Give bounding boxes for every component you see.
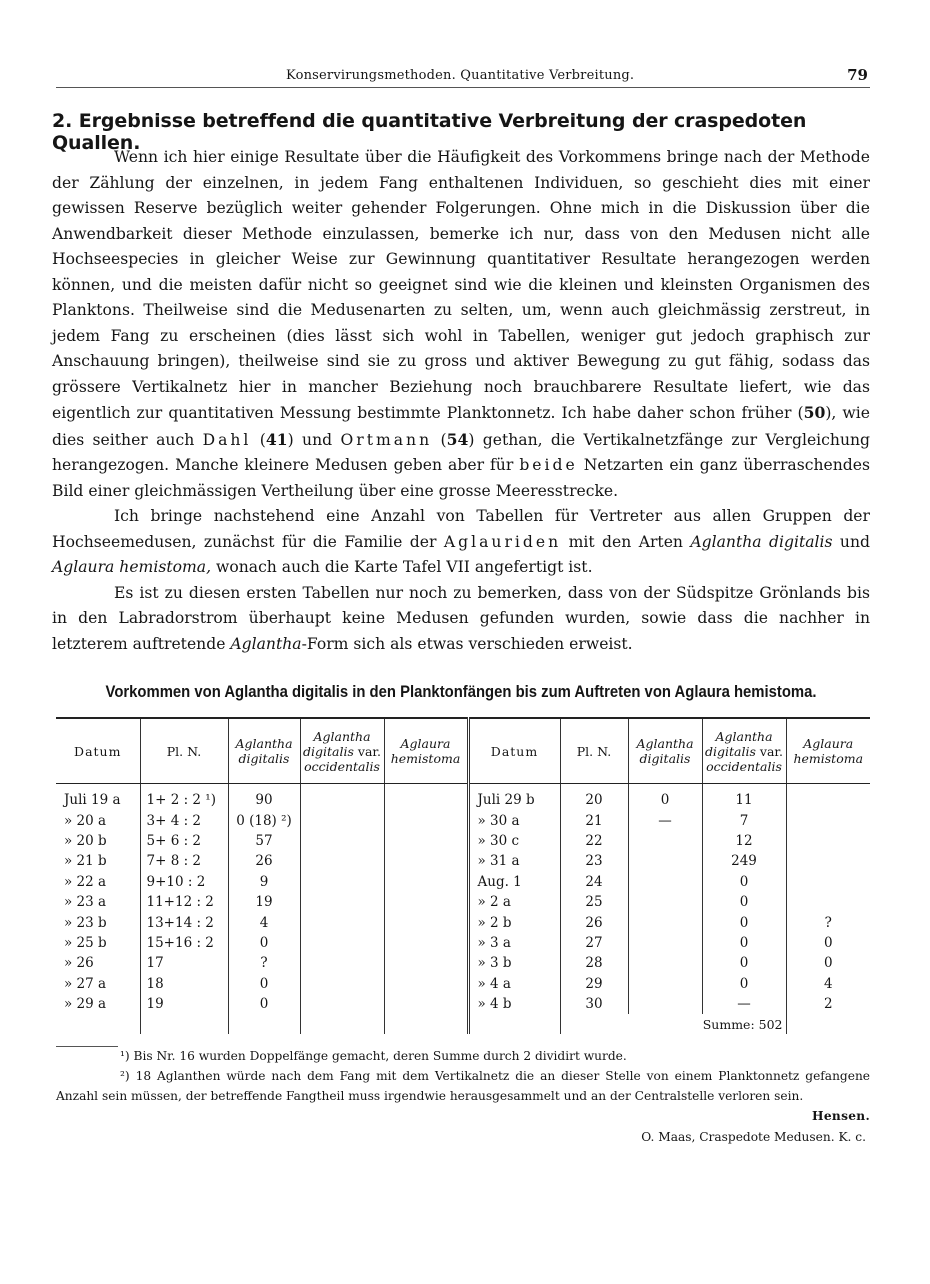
footnote-signature: Hensen. — [812, 1109, 870, 1123]
cell-aglaura — [384, 872, 468, 892]
empty-cell — [560, 1014, 628, 1034]
cell-aglaura — [384, 892, 468, 912]
cell-pln: 28 — [560, 953, 628, 973]
reference: 54 — [446, 429, 469, 449]
cell-pln: 11+12 : 2 — [140, 892, 228, 912]
cell-aglantha: 0 — [228, 974, 300, 994]
cell-pln: 9+10 : 2 — [140, 872, 228, 892]
table-row — [56, 994, 870, 1014]
col-header-aglantha: Aglantha digitalis — [228, 718, 300, 784]
col-header-aglaura: Aglaura hemistoma — [786, 718, 870, 784]
footnote-2: ²) 18 Aglanthen würde nach dem Fang mit dem Vertikalnetz die an dieser Stelle von einem Planktonnetz gefangene Anzahl sein müssen, der betreffende Fangtheil muss irgendwie herausgesammelt und an der Centralstelle verloren sein. — [56, 1069, 870, 1103]
col-header-pln: Pl. N. — [560, 718, 628, 784]
cell-aglaura — [384, 974, 468, 994]
cell-var-occidentalis — [300, 810, 384, 830]
cell-aglaura — [786, 872, 870, 892]
cell-aglantha: 0 — [628, 784, 702, 811]
cell-pln: 1+ 2 : 2 ¹) — [140, 784, 228, 811]
cell-datum: » 2 b — [468, 912, 560, 932]
cell-var-occidentalis — [300, 892, 384, 912]
cell-var-occidentalis — [300, 974, 384, 994]
paragraph-3: Es ist zu diesen ersten Tabellen nur noch zu bemerken, dass von der Südspitze Grönlands bis in den Labradorstrom überhaupt keine Medusen gefunden wurden, sowie dass die nachher in letzterem auftretende Aglantha-Form sich als etwas verschieden erweist. — [52, 583, 870, 653]
cell-datum: » 27 a — [64, 975, 107, 992]
table-body — [56, 784, 870, 1035]
cell-pln: 22 — [560, 831, 628, 851]
cell-datum: » 2 a — [468, 892, 560, 912]
species-name: Aglaura hemistoma, — [52, 558, 212, 576]
cell-pln: 25 — [560, 892, 628, 912]
cell-datum: » 3 b — [468, 953, 560, 973]
paragraph-2: Ich bringe nachstehend eine Anzahl von Tabellen für Vertreter aus allen Gruppen der Hochseemedusen, zunächst für die Familie der Aglauriden mit den Arten Aglantha digitalis und Aglaura hemistoma, wonach auch die Karte Tafel VII angefertigt ist. — [52, 507, 870, 576]
cell-datum: » 21 b — [64, 853, 107, 870]
running-title: Konservirungsmethoden. Quantitative Verbreitung. — [286, 68, 635, 83]
summe-label: Summe: 502 — [702, 1016, 783, 1032]
running-header — [52, 66, 870, 88]
page-number: 79 — [847, 66, 868, 84]
cell-var-occidentalis: 0 — [702, 892, 786, 912]
col-header-var-occidentalis: Aglantha digitalis var. occidentalis — [300, 718, 384, 784]
cell-aglantha — [628, 974, 702, 994]
cell-aglantha — [628, 851, 702, 871]
col-header-aglantha: Aglantha digitalis — [628, 718, 702, 784]
cell-var-occidentalis: 7 — [702, 810, 786, 830]
cell-datum: Juli 29 b — [468, 784, 560, 811]
cell-datum: » 25 b — [64, 934, 107, 951]
cell-aglantha: 4 — [228, 912, 300, 932]
cell-aglaura — [384, 784, 468, 811]
paragraph-1: Wenn ich hier einige Resultate über die Häufigkeit des Vorkommens bringe nach der Methode der Zählung der einzelnen, in jedem Fang enthaltenen Individuen, so geschieht dies mit einer gewissen Reserve bezüglich weiter gehender Folgerungen. Ohne mich in die Diskussion über die Anwendbarkeit dieser Methode einzulassen, bemerke ich nur, dass von den Medusen nicht alle Hochseespecies in gleicher Weise zur Gewinnung quantitativer Resultate herangezogen werden können, und die meisten dafür nicht so geeignet sind wie die kleinen und kleinsten Organismen des Planktons. Theilweise sind die Medusenarten zu selten, um, wenn auch gleichmässig zerstreut, in jedem Fang zu erscheinen (dies lässt sich wohl in Tabellen, weniger gut jedoch graphisch zur Anschauung bringen), theilweise sind sie zu gross und aktiver Bewegung zu gut fähig, sodass das grössere Vertikalnetz hier in mancher Beziehung noch brauchbarere Resultate liefert, wie das eigentlich zur quantitativen Messung bestimmte Planktonnetz. Ich habe daher schon früher (50), wie dies seither auch Dahl (41) und Ortmann (54) gethan, die Vertikalnetzfänge zur Vergleichung herangezogen. Manche kleinere Medusen geben aber für beide Netzarten ein ganz überraschendes Bild einer gleichmässigen Vertheilung über eine grosse Meeresstrecke. — [52, 148, 871, 500]
cell-pln: 24 — [560, 872, 628, 892]
summe-row — [56, 1014, 870, 1034]
cell-aglantha — [628, 933, 702, 953]
empty-cell — [228, 1014, 300, 1034]
cell-aglantha: 9 — [228, 872, 300, 892]
empty-cell — [468, 1014, 560, 1034]
cell-var-occidentalis — [300, 953, 384, 973]
cell-aglaura — [384, 912, 468, 932]
cell-aglantha: 0 — [228, 933, 300, 953]
empty-cell — [140, 1014, 228, 1034]
cell-aglaura — [786, 831, 870, 851]
header-rule — [56, 87, 870, 88]
cell-var-occidentalis: 11 — [702, 784, 786, 811]
table-header-row — [56, 718, 870, 784]
cell-datum: » 31 a — [468, 851, 560, 871]
cell-pln: 15+16 : 2 — [140, 933, 228, 953]
cell-var-occidentalis — [300, 912, 384, 932]
footnote-1: ¹) Bis Nr. 16 wurden Doppelfänge gemacht, deren Summe durch 2 dividirt wurde. — [120, 1049, 627, 1063]
cell-datum: » 26 — [64, 955, 94, 972]
section-heading: 2. Ergebnisse betreffend die quantitative Verbreitung der craspedoten Quallen. — [52, 110, 807, 154]
cell-var-occidentalis: 0 — [702, 974, 786, 994]
cell-datum: » 30 a — [468, 810, 560, 830]
cell-aglantha: 90 — [228, 784, 300, 811]
cell-aglaura — [384, 831, 468, 851]
emphasis: beide — [519, 456, 578, 474]
empty-cell — [56, 1014, 140, 1034]
cell-pln: 5+ 6 : 2 — [140, 831, 228, 851]
cell-aglaura: ? — [786, 912, 870, 932]
cell-datum: Aug. 1 — [468, 872, 560, 892]
table-row — [56, 912, 870, 932]
col-header-datum: Datum — [56, 718, 140, 784]
cell-datum: » 4 a — [468, 974, 560, 994]
reference: 50 — [803, 403, 826, 422]
cell-aglantha: 0 — [228, 994, 300, 1014]
source-line: O. Maas, Craspedote Medusen. K. c. — [641, 1130, 866, 1144]
occurrence-table — [56, 717, 870, 1034]
cell-pln: 17 — [140, 953, 228, 973]
cell-var-occidentalis: 249 — [702, 851, 786, 871]
empty-cell — [300, 1014, 384, 1034]
cell-aglaura: 2 — [786, 994, 870, 1014]
cell-var-occidentalis — [300, 872, 384, 892]
cell-aglaura — [786, 892, 870, 912]
cell-aglaura: 0 — [786, 933, 870, 953]
cell-aglaura — [384, 933, 468, 953]
cell-var-occidentalis — [300, 831, 384, 851]
col-header-aglaura: Aglaura hemistoma — [384, 718, 468, 784]
col-header-pln: Pl. N. — [140, 718, 228, 784]
cell-aglaura — [786, 784, 870, 811]
cell-aglantha — [628, 872, 702, 892]
table-row — [56, 810, 870, 830]
cell-var-occidentalis: 0 — [702, 912, 786, 932]
cell-pln: 23 — [560, 851, 628, 871]
cell-datum: Juli 19 a — [64, 792, 121, 809]
cell-aglantha: 26 — [228, 851, 300, 871]
table-title: Vorkommen von Aglantha digitalis in den Planktonfängen bis zum Auftreten von Aglaura hemistoma. — [105, 683, 817, 701]
cell-aglaura: 0 — [786, 953, 870, 973]
author-name: Ortmann — [340, 430, 433, 449]
cell-var-occidentalis: — — [702, 994, 786, 1014]
cell-pln: 7+ 8 : 2 — [140, 851, 228, 871]
cell-aglantha — [628, 831, 702, 851]
cell-aglantha: 19 — [228, 892, 300, 912]
cell-pln: 29 — [560, 974, 628, 994]
cell-aglantha: ? — [228, 953, 300, 973]
cell-aglaura — [384, 953, 468, 973]
cell-aglaura — [384, 810, 468, 830]
cell-pln: 30 — [560, 994, 628, 1014]
body-text — [52, 145, 870, 657]
cell-var-occidentalis — [300, 784, 384, 811]
cell-pln: 20 — [560, 784, 628, 811]
species-name: Aglantha — [230, 634, 302, 653]
col-header-var-occidentalis: Aglantha digitalis var. occidentalis — [702, 718, 786, 784]
empty-cell — [384, 1014, 468, 1034]
cell-aglaura — [384, 994, 468, 1014]
empty-cell — [786, 1014, 870, 1034]
table-row — [56, 831, 870, 851]
cell-var-occidentalis: 0 — [702, 872, 786, 892]
cell-var-occidentalis: 0 — [702, 933, 786, 953]
cell-datum: » 30 c — [468, 831, 560, 851]
cell-pln: 26 — [560, 912, 628, 932]
cell-aglaura: 4 — [786, 974, 870, 994]
cell-aglaura — [786, 851, 870, 871]
table-row — [56, 953, 870, 973]
cell-var-occidentalis: 0 — [702, 953, 786, 973]
cell-pln: 21 — [560, 810, 628, 830]
cell-aglantha: — — [628, 810, 702, 830]
cell-datum: » 4 b — [468, 994, 560, 1014]
table-row — [56, 872, 870, 892]
cell-aglantha — [628, 912, 702, 932]
cell-var-occidentalis: 12 — [702, 831, 786, 851]
cell-aglantha — [628, 994, 702, 1014]
reference: 41 — [265, 429, 288, 449]
cell-var-occidentalis — [300, 933, 384, 953]
cell-pln: 19 — [140, 994, 228, 1014]
col-header-datum: Datum — [468, 718, 560, 784]
table-row — [56, 784, 870, 811]
cell-aglaura — [786, 810, 870, 830]
table-row — [56, 892, 870, 912]
family-name: Aglauriden — [443, 532, 562, 551]
author-name: Dahl — [202, 430, 252, 449]
cell-var-occidentalis — [300, 851, 384, 871]
cell-aglaura — [384, 851, 468, 871]
table-row — [56, 974, 870, 994]
cell-datum: » 20 a — [64, 812, 107, 829]
cell-pln: 27 — [560, 933, 628, 953]
table-row — [56, 933, 870, 953]
cell-datum: » 23 a — [64, 894, 107, 911]
cell-datum: » 3 a — [468, 933, 560, 953]
cell-datum: » 29 a — [64, 996, 107, 1013]
cell-pln: 18 — [140, 974, 228, 994]
cell-datum: » 20 b — [64, 832, 107, 849]
cell-aglantha: 0 (18) ²) — [228, 810, 300, 830]
cell-aglantha — [628, 953, 702, 973]
footnotes — [56, 1046, 870, 1126]
species-name: Aglantha digitalis — [690, 532, 833, 551]
cell-datum: » 23 b — [64, 914, 107, 931]
cell-aglantha: 57 — [228, 831, 300, 851]
table-row — [56, 851, 870, 871]
cell-pln: 3+ 4 : 2 — [140, 810, 228, 830]
cell-pln: 13+14 : 2 — [140, 912, 228, 932]
cell-aglantha — [628, 892, 702, 912]
cell-var-occidentalis — [300, 994, 384, 1014]
cell-datum: » 22 a — [64, 873, 107, 890]
